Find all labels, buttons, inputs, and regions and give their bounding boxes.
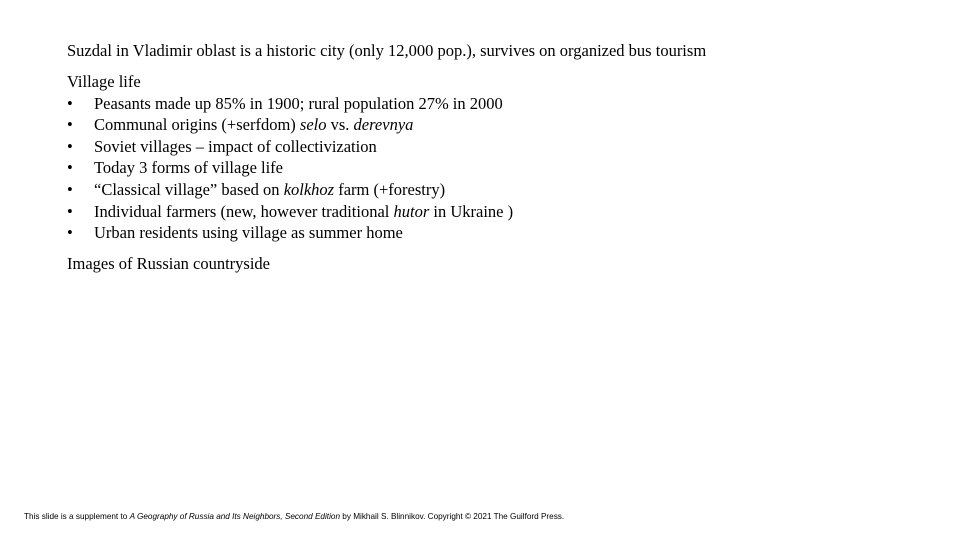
list-item (67, 93, 947, 115)
bullet-text: farm (+forestry) (334, 179, 446, 199)
bullet-icon: • (67, 158, 73, 178)
bullet-icon: • (67, 179, 73, 199)
list-item (67, 222, 947, 244)
bullet-icon: • (67, 201, 73, 221)
bullet-italic-term: selo (299, 115, 327, 135)
bullet-text: “Classical village” based on (94, 179, 284, 199)
bullet-text: Soviet villages – impact of collectivization (94, 136, 377, 156)
bullet-italic-term: derevnya (353, 115, 414, 135)
intro-text: Suzdal in Vladimir oblast is a historic city (only 12,000 pop.), survives on organized bus tourism (67, 41, 707, 60)
bullet-icon: • (67, 136, 73, 156)
footer-text: by Mikhail S. Blinnikov. Copyright © 2021 The Guilford Press. (340, 512, 565, 521)
footer-text: This slide is a supplement to (24, 512, 130, 521)
bullet-italic-term: kolkhoz (283, 179, 335, 199)
bullet-text: vs. (326, 115, 354, 135)
bullet-text: Urban residents using village as summer home (94, 223, 403, 243)
list-item (67, 179, 947, 201)
bullet-text: in Ukraine ) (429, 201, 514, 221)
bullet-text: Peasants made up 85% in 1900; rural population 27% in 2000 (94, 93, 503, 113)
bullet-italic-term: hutor (393, 201, 430, 221)
footer-book-title: A Geography of Russia and Its Neighbors, Second Edition (129, 512, 340, 521)
section-title: Village life (67, 72, 141, 91)
bullet-list (67, 93, 947, 244)
bullet-icon: • (67, 93, 73, 113)
bullet-icon: • (67, 115, 73, 135)
list-item (67, 114, 947, 136)
list-item (67, 201, 947, 223)
village-life-section (67, 71, 947, 244)
bullet-text: Communal origins (+serfdom) (94, 115, 300, 135)
bullet-text: Individual farmers (new, however traditional (94, 201, 394, 221)
bullet-icon: • (67, 223, 73, 243)
footer-copyright (24, 511, 564, 522)
list-item (67, 157, 947, 179)
bullet-text: Today 3 forms of village life (94, 158, 284, 178)
list-item (67, 136, 947, 158)
images-caption: Images of Russian countryside (67, 254, 271, 273)
